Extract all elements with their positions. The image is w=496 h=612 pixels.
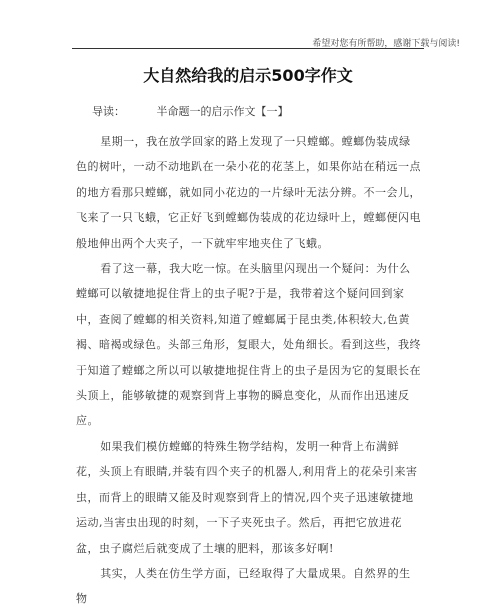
guide-line: [92, 103, 289, 119]
guide-text: 半命题一的启示作文【一】: [156, 105, 289, 118]
paragraph: 其实，人类在仿生学方面，已经取得了大量成果。自然界的生物: [76, 566, 411, 606]
paragraph: 看了这一幕，我大吃一惊。在头脑里闪现出一个疑问：为什么螳螂可以敏捷地捉住背上的虫子呢?于是，我带着这个疑问回到家中，查阅了螳螂的相关资料,知道了螳螂属于昆虫类,体积较大,色黄褐、暗褐或绿色。头部三角形，复眼大，处角细长。看到这些，我终于知道了螳螂之所以可以敏捷地捉住背上的虫子是因为它的复眼长在头顶上，能够敏捷的观察到背上事物的瞬息变化，从而作出迅速反应。: [76, 262, 421, 428]
page-title: 大自然给我的启示500字作文: [143, 66, 353, 85]
header-divider: [72, 48, 424, 49]
header-note: 希望对您有所帮助，感谢下载与阅读!: [312, 39, 460, 49]
paragraph: 如果我们模仿螳螂的特殊生物学结构，发明一种背上布满鲜花，头顶上有眼睛,并装有四个夹子的机器人,利用背上的花朵引来害虫，而背上的眼睛又能及时观察到背上的情况,四个夹子迅速敏捷地运动,当害虫出现的时刻，一下子夹死虫子。然后，再把它放进花盆，虫子腐烂后就变成了土壤的肥料，那该多好啊!: [76, 439, 418, 555]
guide-label: 导读：: [92, 105, 125, 118]
article-body: [76, 129, 422, 612]
paragraph: 星期一，我在放学回家的路上发现了一只螳螂。螳螂伪装成绿色的树叶，一动不动地趴在一朵小花的花茎上，如果你站在稍远一点的地方看那只螳螂，就如同小花边的一片绿叶无法分辨。不一会儿，飞来了一只飞蛾，它正好飞到螳螂伪装成的花边绿叶上，螳螂便闪电般地伸出两个大夹子，一下就牢牢地夹住了飞蛾。: [76, 135, 421, 250]
